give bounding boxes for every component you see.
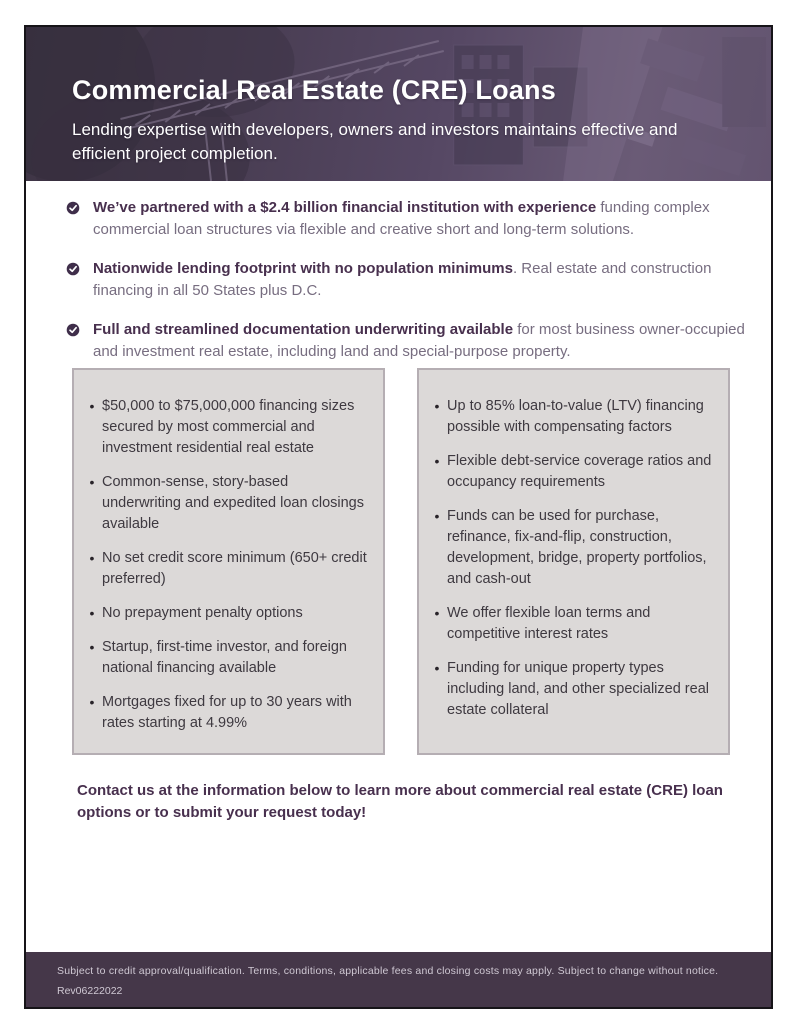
bullet-dot-icon: • [89,550,95,566]
bullet-dot-icon: • [89,694,95,710]
feature-text: Common-sense, story-based underwriting and expedited loan closings available [102,474,364,532]
list-item [66,258,746,302]
list-item [66,197,746,241]
feature-box-left [72,368,385,755]
feature-text: No set credit score minimum (650+ credit preferred) [102,550,367,587]
list-item [85,637,369,679]
check-circle-icon [66,323,80,337]
list-item [430,396,714,438]
list-item [430,603,714,645]
feature-text: No prepayment penalty options [102,605,303,621]
bullet-dot-icon: • [434,508,440,524]
feature-text: Flexible debt-service coverage ratios and occupancy requirements [447,453,712,490]
intro-checklist [66,197,746,380]
list-item [430,451,714,493]
disclaimer-text: Subject to credit approval/qualification. Terms, conditions, applicable fees and closing costs may apply. Subject to change without notice. [57,965,719,977]
bullet-dot-icon: • [89,474,95,490]
header-text-block [26,27,771,166]
list-item [85,472,369,535]
list-item [66,319,746,363]
feature-text: Funding for unique property types including land, and other specialized real estate collateral [447,660,709,718]
list-item [85,548,369,590]
bullet-dot-icon: • [434,660,440,676]
list-item [85,396,369,459]
intro-item-text [93,319,746,363]
intro-item-rest: for most business owner-occupied and investment real estate, including land and special-purpose property. [93,321,745,360]
feature-text: Up to 85% loan-to-value (LTV) financing possible with compensating factors [447,398,704,435]
feature-text: $50,000 to $75,000,000 financing sizes secured by most commercial and investment residential real estate [102,398,355,456]
bullet-dot-icon: • [89,398,95,414]
revision-label: Rev06222022 [57,985,123,997]
contact-cta: Contact us at the information below to learn more about commercial real estate (CRE) loan options or to submit your request today! [77,782,723,821]
intro-item-rest: funding complex commercial loan structures via flexible and creative short and long-term solutions. [93,199,710,238]
flyer-page [24,25,773,1009]
check-circle-icon [66,201,80,215]
feature-text: Mortgages fixed for up to 30 years with rates starting at 4.99% [102,694,352,731]
bullet-dot-icon: • [89,605,95,621]
intro-item-lead: We’ve partnered with a $2.4 billion financial institution with experience [93,199,597,216]
feature-text: We offer flexible loan terms and competitive interest rates [447,605,651,642]
feature-text: Startup, first-time investor, and foreign national financing available [102,639,347,676]
intro-item-lead: Full and streamlined documentation underwriting available [93,321,514,338]
bullet-dot-icon: • [89,639,95,655]
intro-item-rest: . Real estate and construction financing in all 50 States plus D.C. [93,260,712,299]
bullet-dot-icon: • [434,605,440,621]
bullet-dot-icon: • [434,398,440,414]
list-item [85,603,369,624]
page-title: Commercial Real Estate (CRE) Loans [72,75,556,105]
check-circle-icon [66,262,80,276]
list-item [430,658,714,721]
feature-box-right [417,368,730,755]
intro-item-text [93,197,746,241]
footer-bar [26,952,771,1007]
bullet-dot-icon: • [434,453,440,469]
list-item [85,692,369,734]
feature-text: Funds can be used for purchase, refinance, fix-and-flip, construction, development, bridge, property portfolios, and cash-out [447,508,707,587]
header-banner [26,27,771,181]
page-subtitle: Lending expertise with developers, owners and investors maintains effective and efficient project completion. [72,120,678,163]
list-item [430,506,714,590]
intro-item-lead: Nationwide lending footprint with no population minimums [93,260,513,277]
feature-boxes [72,368,730,755]
intro-item-text [93,258,746,302]
